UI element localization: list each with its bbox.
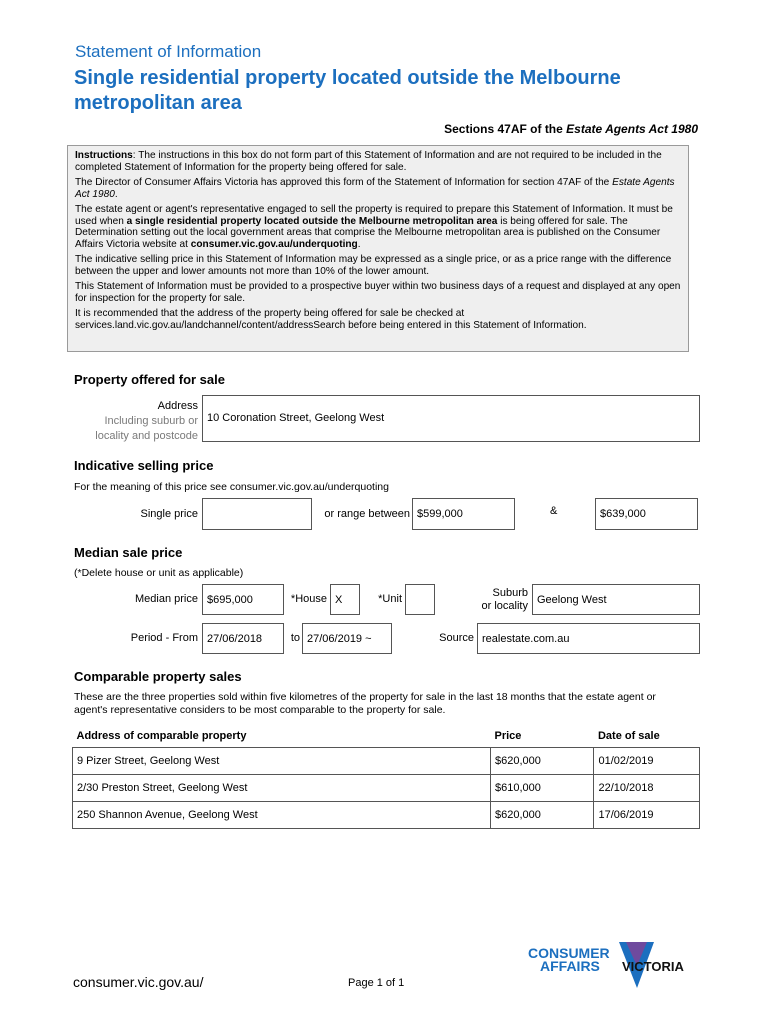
address-label-line3: locality and postcode xyxy=(95,430,198,442)
instructions-p3 xyxy=(75,204,682,252)
table-row xyxy=(73,775,700,802)
sections-reference xyxy=(444,122,698,136)
address-field[interactable]: 10 Coronation Street, Geelong West xyxy=(202,395,700,442)
logo-line2: AFFAIRS xyxy=(540,958,600,974)
range-high-field[interactable]: $639,000 xyxy=(595,498,698,530)
instructions-p2-end: . xyxy=(114,188,118,200)
median-price-field[interactable]: $695,000 xyxy=(202,584,284,615)
logo-line3: VICTORIA xyxy=(622,959,684,974)
single-price-field[interactable] xyxy=(202,498,312,530)
comparable-heading: Comparable property sales xyxy=(74,669,242,684)
address-label-line1: Address xyxy=(157,400,198,412)
sections-act: Estate Agents Act 1980 xyxy=(566,122,698,136)
period-to-label: to xyxy=(290,632,300,644)
range-ampersand: & xyxy=(550,505,558,517)
instructions-p2-act: Estate Agents Act 1980 xyxy=(75,176,675,200)
source-label: Source xyxy=(439,632,474,644)
comparable-header-row xyxy=(73,725,700,748)
instructions-p1-text: : The instructions in this box do not form part of this Statement of Information and are not required to be included in the completed Statement of Information for the property being offered for sale. xyxy=(75,150,662,173)
unit-label: *Unit xyxy=(378,593,402,605)
instructions-p3-a: The estate agent or agent's representative engaged to sell the property is required to prepare this Statement of Information. It must be used when xyxy=(75,203,673,227)
logo-line1: CONSUMER xyxy=(528,945,610,961)
sections-prefix: Sections 47AF of the xyxy=(444,122,567,136)
underquoting-link[interactable]: consumer.vic.gov.au/underquoting xyxy=(190,239,358,251)
col-address: Address of comparable property xyxy=(76,730,247,742)
table-row xyxy=(73,748,700,775)
range-low-field[interactable]: $599,000 xyxy=(412,498,515,530)
single-price-label: Single price xyxy=(140,508,198,520)
row-date[interactable]: 01/02/2019 xyxy=(594,748,700,775)
document-subtitle: Statement of Information xyxy=(75,42,262,61)
row-address[interactable]: 250 Shannon Avenue, Geelong West xyxy=(73,802,491,829)
footer-url: consumer.vic.gov.au/ xyxy=(73,974,204,990)
table-row xyxy=(73,802,700,829)
instructions-p3-b: is being offered for sale. The Determination setting out the local government areas that comprise the Melbourne metropolitan area is published on the Consumer Affairs Victoria website at xyxy=(75,215,661,251)
unit-field[interactable] xyxy=(405,584,435,615)
median-price-label: Median price xyxy=(135,593,198,605)
selling-price-heading: Indicative selling price xyxy=(74,458,214,473)
instructions-label: Instructions xyxy=(75,150,133,161)
row-date[interactable]: 17/06/2019 xyxy=(594,802,700,829)
instructions-p1 xyxy=(75,150,682,174)
instructions-p2 xyxy=(75,177,682,201)
property-heading: Property offered for sale xyxy=(74,372,225,387)
median-note: (*Delete house or unit as applicable) xyxy=(74,567,244,579)
address-label xyxy=(80,399,198,444)
suburb-label xyxy=(460,587,528,613)
row-price[interactable]: $620,000 xyxy=(491,748,594,775)
row-price[interactable]: $610,000 xyxy=(491,775,594,802)
instructions-p6: It is recommended that the address of the property being offered for sale be checked at services.land.vic.gov.au/landchannel/content/addressSearch before being entered in this Statement of Information. xyxy=(75,307,587,331)
consumer-affairs-victoria-logo xyxy=(526,940,706,996)
col-date: Date of sale xyxy=(597,730,660,742)
selling-price-note: For the meaning of this price see consumer.vic.gov.au/underquoting xyxy=(74,481,389,493)
instructions-p4: The indicative selling price in this Statement of Information may be expressed as a single price, or as a price range with the difference between the upper and lower amounts not more than 10% of the lower amount. xyxy=(75,254,672,278)
instructions-p3-end: . xyxy=(357,239,361,251)
period-from-field[interactable]: 27/06/2018 xyxy=(202,623,284,654)
row-address[interactable]: 2/30 Preston Street, Geelong West xyxy=(73,775,491,802)
col-price: Price xyxy=(494,730,522,742)
comparable-table xyxy=(72,725,700,829)
suburb-label-line2: or locality xyxy=(481,600,528,612)
row-date[interactable]: 22/10/2018 xyxy=(594,775,700,802)
period-from-label: Period - From xyxy=(130,632,198,644)
house-field[interactable]: X xyxy=(330,584,360,615)
instructions-p2-text: The Director of Consumer Affairs Victoria has approved this form of the Statement of Information for section 47AF of the xyxy=(75,176,613,188)
instructions-p5: This Statement of Information must be provided to a prospective buyer within two business days of a request and displayed at any open for inspection for the property for sale. xyxy=(75,281,681,304)
row-address[interactable]: 9 Pizer Street, Geelong West xyxy=(73,748,491,775)
range-label: or range between xyxy=(324,508,410,520)
house-label: *House xyxy=(290,593,327,605)
document-title: Single residential property located outside the Melbourne metropolitan area xyxy=(74,67,621,114)
source-field[interactable]: realestate.com.au xyxy=(477,623,700,654)
median-heading: Median sale price xyxy=(74,545,183,560)
instructions-box xyxy=(67,145,689,352)
period-to-field[interactable]: 27/06/2019 ~ xyxy=(302,623,392,654)
instructions-p3-bold: a single residential property located outside the Melbourne metropolitan area xyxy=(126,215,498,227)
page-number: Page 1 of 1 xyxy=(348,977,405,989)
row-price[interactable]: $620,000 xyxy=(491,802,594,829)
address-label-line2: Including suburb or xyxy=(104,415,198,427)
suburb-label-line1: Suburb xyxy=(492,587,528,599)
comparable-intro: These are the three properties sold within five kilometres of the property for sale in the last 18 months that the estate agent or agent's representative considers to be most comparable to the property for sale. xyxy=(74,691,656,716)
suburb-field[interactable]: Geelong West xyxy=(532,584,700,615)
